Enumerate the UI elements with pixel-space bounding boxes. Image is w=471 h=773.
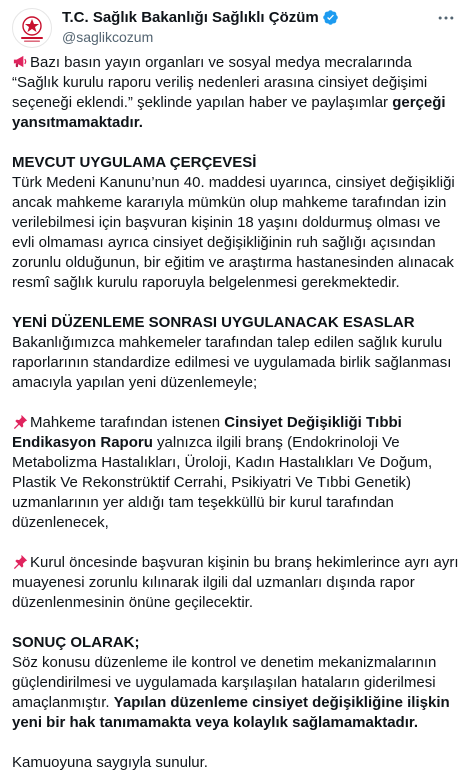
author-display-name[interactable]: T.C. Sağlık Bakanlığı Sağlıklı Çözüm [62, 8, 319, 26]
section-heading: SONUÇ OLARAK; [12, 634, 140, 651]
ministry-logo-icon [15, 11, 49, 45]
bullet-item [12, 413, 460, 533]
ministry-logo-avatar[interactable] [12, 8, 52, 48]
post-text [12, 53, 460, 773]
author-handle[interactable]: @saglikcozum [62, 29, 154, 45]
section-current-framework [12, 153, 460, 293]
bullet-bold-text: Cinsiyet Değişikliği Tıbbi Endikasyon Raporu [12, 414, 402, 451]
section-heading: YENİ DÜZENLEME SONRASI UYGULANACAK ESASLAR [12, 314, 415, 331]
conclusion-bold-text: Yapılan düzenleme cinsiyet değişikliğine ilişkin yeni bir hak tanımamakta veya kolaylık sağlamamaktadır. [12, 694, 450, 731]
pushpin-icon [12, 413, 29, 430]
bullet-item [12, 553, 460, 613]
more-options-icon[interactable] [435, 10, 457, 26]
intro-text: Bazı basın yayın organları ve sosyal medya mecralarında “Sağlık kurulu raporu veriliş nedenleri arasına cinsiyet değişimi seçeneği eklendi.” şeklinde yapılan haber ve paylaşımlar [12, 54, 428, 111]
section-conclusion [12, 633, 460, 733]
bullet-text: Kurul öncesinde başvuran kişinin bu branş hekimlerince ayrı ayrı muayenesi zorunlu kılınarak ilgili dal uzmanları dışında rapor düzenlenmesinin önüne geçilecektir. [12, 554, 459, 611]
closing-line: Kamuoyuna saygıyla sunulur. [12, 754, 208, 771]
megaphone-icon [12, 53, 29, 70]
pushpin-icon [12, 553, 29, 570]
post-header [0, 0, 471, 50]
section-text: Türk Medeni Kanunu’nun 40. maddesi uyarınca, cinsiyet değişikliği ancak mahkeme kararıyla mümkün olup mahkeme tarafından izin verilebilmesi için başvuran kişinin 18 yaşını doldurmuş olması ve evli olmaması ayrıca cinsiyet değişikliğinin ruh sağlığı açısından zorunlu olduğunun, bir eğitim ve araştırma hastanesinden alınacak resmî sağlık kurulu raporuyla belgelenmesi gerekmektedir. [12, 174, 455, 291]
section-heading: MEVCUT UYGULAMA ÇERÇEVESİ [12, 154, 257, 171]
intro-bold-text: gerçeği yansıtmamaktadır. [12, 94, 446, 131]
section-text: Bakanlığımızca mahkemeler tarafından talep edilen sağlık kurulu raporlarının standardize edilmesi ve uygulamada birlik sağlanması amacıyla yapılan yeni düzenlemeyle; [12, 334, 452, 391]
section-new-regulation [12, 313, 460, 393]
bullet-text: yalnızca ilgili branş (Endokrinoloji Ve Metabolizma Hastalıkları, Üroloji, Kadın Hastalıkları Ve Doğum, Plastik Ve Rekonstrüktif Cerrahi, Psikiyatri Ve Tıbbi Genetik) uzmanlarının yer aldığı tam teşekküllü bir kurul tarafından düzenlenecek, [12, 434, 433, 531]
section-text: Söz konusu düzenleme ile kontrol ve denetim mekanizmalarının güçlendirilmesi ve uygulamada karşılaşılan hataların giderilmesi amaçlanmıştır. [12, 654, 437, 711]
verified-badge-icon[interactable] [322, 9, 339, 26]
bullet-text: Mahkeme tarafından istenen [30, 414, 225, 431]
intro-paragraph [12, 53, 460, 133]
